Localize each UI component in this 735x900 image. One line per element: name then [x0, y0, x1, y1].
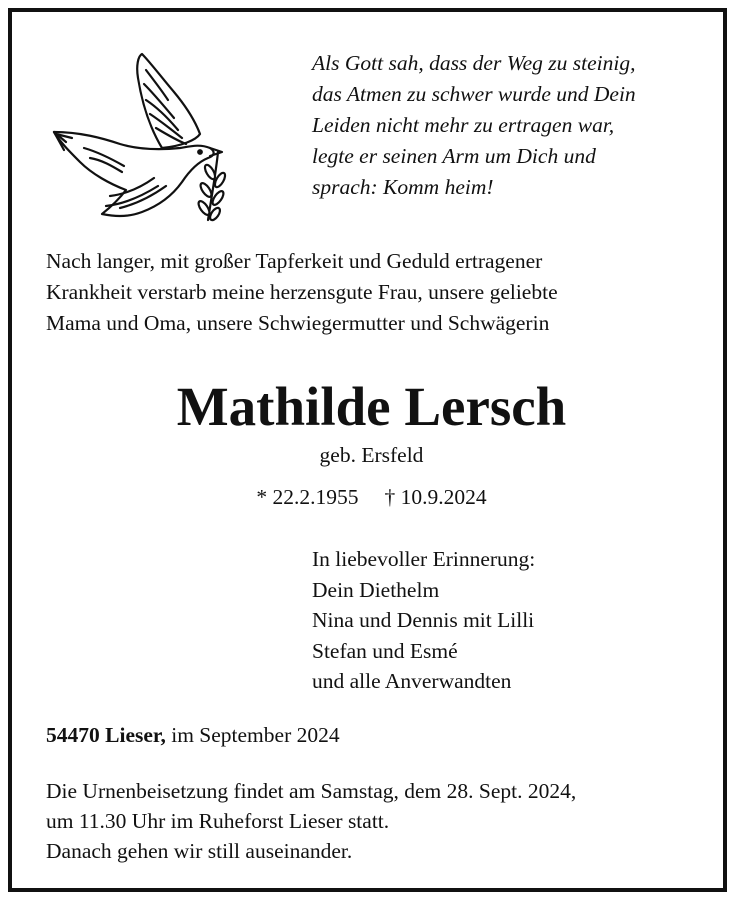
intro-line: Nach langer, mit großer Tapferkeit und Geduld ertragener [46, 249, 543, 273]
ceremony-info [46, 776, 706, 866]
birth-date: * 22.2.1955 [256, 485, 359, 509]
ceremony-line: Die Urnenbeisetzung findet am Samstag, dem 28. Sept. 2024, [46, 779, 577, 803]
mourners-line: und alle Anverwandten [312, 669, 512, 693]
quote-line: sprach: Komm heim! [312, 175, 494, 199]
mourners-line: Stefan und Esmé [312, 638, 458, 663]
mourners-line: Nina und Dennis mit Lilli [312, 608, 535, 632]
dove-with-olive-branch-icon [50, 48, 240, 228]
place-date: im September 2024 [165, 723, 340, 747]
intro-text [46, 246, 706, 339]
mourners-line: Dein Diethelm [312, 577, 440, 602]
death-date: † 10.9.2024 [384, 485, 487, 509]
place-and-date [46, 720, 706, 750]
quote-line: legte er seinen Arm um Dich und [312, 144, 596, 168]
obituary-frame [8, 8, 727, 892]
birth-name: geb. Ersfeld [319, 443, 424, 467]
intro-line: Krankheit verstarb meine herzensgute Frau, unsere geliebte [46, 280, 558, 304]
place-name: 54470 Lieser, [46, 723, 166, 747]
quote-line: das Atmen zu schwer wurde und Dein [312, 82, 636, 106]
deceased-name: Mathilde Lersch [176, 376, 567, 437]
quote-line: Leiden nicht mehr zu ertragen war, [312, 113, 615, 137]
ceremony-line: um 11.30 Uhr im Ruheforst Lieser statt. [46, 809, 390, 833]
quote-line: Als Gott sah, dass der Weg zu steinig, [312, 51, 636, 75]
intro-line: Mama und Oma, unsere Schwiegermutter und Schwägerin [46, 311, 550, 335]
quote-text [312, 48, 712, 203]
life-dates [12, 482, 731, 512]
ceremony-line: Danach gehen wir still auseinander. [46, 839, 353, 863]
mourners-list [312, 544, 692, 697]
mourners-line: In liebevoller Erinnerung: [312, 547, 536, 571]
